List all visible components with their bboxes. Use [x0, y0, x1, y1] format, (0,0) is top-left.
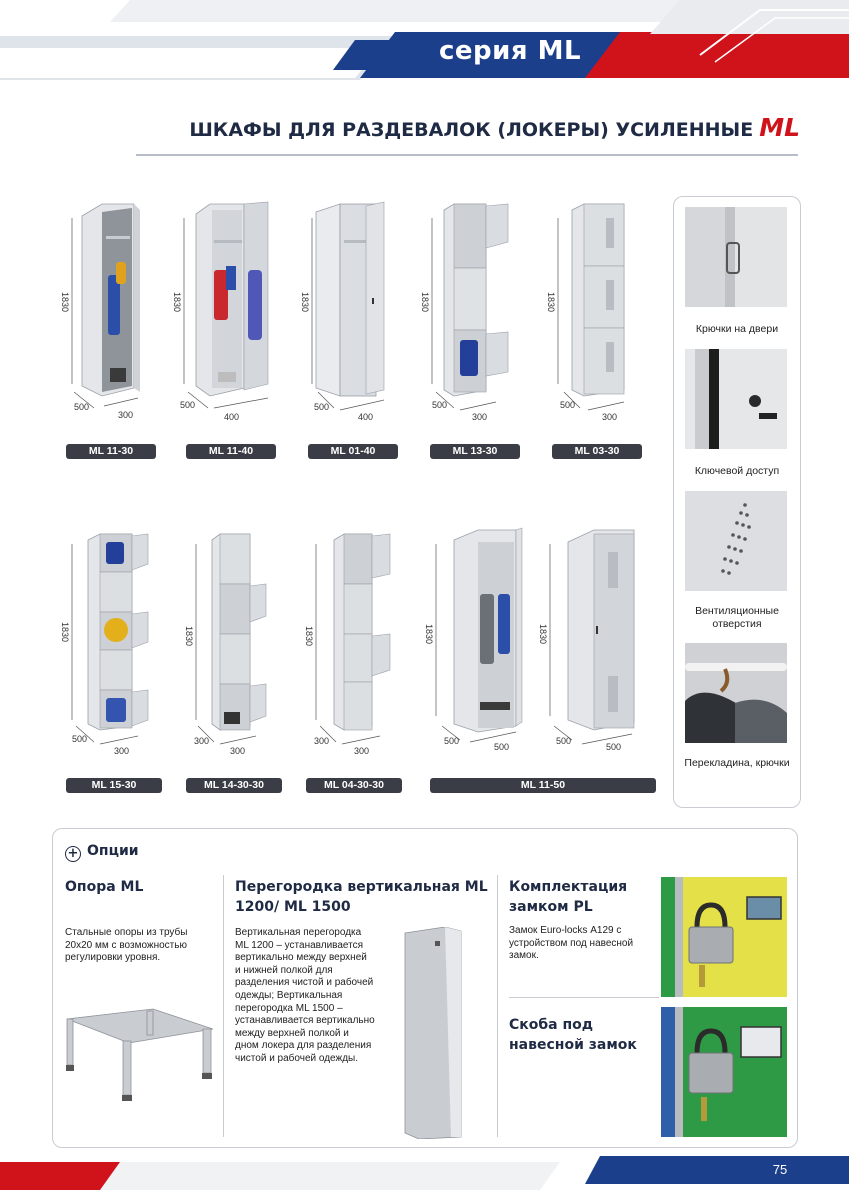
locker-ml-11-30 — [58, 200, 158, 457]
locker-ml-11-40-width: 400 — [224, 412, 240, 422]
rail-hooks-photo — [685, 643, 787, 743]
padlock-yellow-icon — [661, 877, 787, 997]
locker-ml-11-40 — [170, 200, 280, 457]
key-access-icon — [685, 349, 787, 449]
locker-ml-01-40-label: ML 01-40 — [308, 444, 398, 459]
option-support-title: Опора ML — [65, 879, 144, 895]
option-support-text: Стальные опоры из трубы 20х20 мм с возможностью регулировки уровня. — [65, 927, 188, 964]
locker-ml-03-30-width: 300 — [602, 412, 618, 422]
locker-ml-11-50-label: ML 11-50 — [430, 778, 656, 793]
padlock-green-icon — [661, 1007, 787, 1137]
locker-ml-11-50-width: 500 — [494, 742, 510, 752]
option-lock-text: Замок Euro-locks А129 с устройством под навесной замок. — [509, 925, 634, 962]
locker-ml-04-30-30 — [300, 530, 410, 800]
locker-ml-14-30-30 — [180, 530, 290, 800]
locker-ml-11-50-alt-height: 1830 — [538, 624, 548, 645]
locker-ml-15-30-drawing — [58, 530, 168, 800]
locker-ml-15-30-label: ML 15-30 — [66, 778, 162, 793]
locker-ml-14-30-30-height: 1830 — [184, 626, 194, 647]
options-divider-3 — [509, 997, 659, 998]
key-access-photo — [685, 349, 787, 449]
rail-hooks-icon — [685, 643, 787, 743]
locker-ml-11-50-alt-width: 500 — [606, 742, 622, 752]
lock-green-photo — [661, 1007, 787, 1137]
options-divider-1 — [223, 875, 224, 1137]
support-stand-image — [63, 999, 213, 1109]
option-partition-text: Вертикальная перегородка ML 1200 – устанавливается вертикально между верхней и нижней полкой для разделения чистой и рабочей одежды; Вертикальная перегородка ML 1500 – устанавливается вертикально между верхней полкой и дном локера для разделения чистой и рабочей одежды. — [235, 927, 375, 1064]
option-lock-title: Комплектация замком PL — [509, 879, 628, 915]
locker-ml-11-30-label: ML 11-30 — [66, 444, 156, 459]
series-title: серия ML — [438, 36, 582, 66]
page-number: 75 — [772, 1162, 788, 1177]
locker-ml-11-50 — [420, 526, 670, 796]
locker-ml-04-30-30-label: ML 04-30-30 — [306, 778, 402, 793]
locker-ml-04-30-30-drawing — [300, 530, 410, 800]
vent-holes-icon — [685, 491, 787, 591]
page-title — [120, 113, 800, 142]
options-divider-2 — [497, 875, 498, 1137]
page-title-accent: ML — [759, 113, 800, 142]
locker-ml-13-30-width: 300 — [472, 412, 488, 422]
header-banner — [0, 0, 849, 110]
locker-ml-11-50-height: 1830 — [424, 624, 434, 645]
locker-ml-15-30 — [58, 530, 168, 800]
page-title-text: ШКАФЫ ДЛЯ РАЗДЕВАЛОК (ЛОКЕРЫ) УСИЛЕННЫЕ — [189, 119, 754, 141]
option-bracket-title: Скоба под навесной замок — [509, 1017, 637, 1053]
locker-ml-04-30-30-height: 1830 — [304, 626, 314, 647]
options-panel — [52, 828, 798, 1148]
locker-ml-14-30-30-label: ML 14-30-30 — [186, 778, 282, 793]
door-hooks-icon — [685, 207, 787, 307]
locker-ml-11-40-label: ML 11-40 — [186, 444, 276, 459]
partition-panel-image — [401, 927, 465, 1139]
footer-banner — [0, 1150, 849, 1200]
locker-ml-15-30-height: 1830 — [60, 622, 70, 643]
support-stand-icon — [63, 999, 213, 1109]
locker-ml-03-30-depth: 500 — [560, 400, 576, 410]
locker-ml-01-40-width: 400 — [358, 412, 374, 422]
option-partition-title: Перегородка вертикальная ML 1200/ ML 1500 — [235, 879, 488, 915]
locker-ml-15-30-depth: 500 — [72, 734, 88, 744]
feature-caption-hooks: Крючки на двери — [695, 323, 779, 335]
vent-holes-photo — [685, 491, 787, 591]
locker-ml-11-50-depth: 500 — [444, 736, 460, 746]
locker-ml-13-30-label: ML 13-30 — [430, 444, 520, 459]
feature-caption-key: Ключевой доступ — [694, 465, 780, 477]
features-panel — [673, 196, 801, 808]
locker-ml-03-30 — [544, 200, 654, 457]
locker-ml-01-40-height: 1830 — [300, 292, 310, 313]
locker-ml-11-50-alt-depth: 500 — [556, 736, 572, 746]
title-divider — [136, 154, 798, 156]
locker-ml-03-30-height: 1830 — [546, 292, 556, 313]
locker-ml-01-40 — [300, 200, 410, 457]
locker-ml-11-30-drawing — [58, 200, 158, 440]
locker-ml-11-40-height: 1830 — [172, 292, 182, 313]
options-heading — [65, 843, 139, 862]
locker-ml-14-30-30-width: 300 — [230, 746, 246, 756]
feature-caption-rail: Перекладина, крючки — [684, 757, 790, 769]
locker-ml-01-40-depth: 500 — [314, 402, 330, 412]
door-hooks-photo — [685, 207, 787, 307]
locker-ml-11-50-drawing — [420, 526, 670, 796]
locker-ml-13-30-depth: 500 — [432, 400, 448, 410]
footer-graphic — [0, 1150, 849, 1200]
locker-ml-11-40-depth: 500 — [180, 400, 196, 410]
locker-ml-14-30-30-drawing — [180, 530, 290, 800]
locker-ml-11-30-height: 1830 — [60, 292, 70, 313]
locker-ml-14-30-30-depth: 300 — [194, 736, 210, 746]
locker-ml-13-30 — [420, 200, 530, 457]
feature-caption-vents: Вентиляционные отверстия — [695, 605, 779, 630]
locker-ml-15-30-width: 300 — [114, 746, 130, 756]
plus-circle-icon: + — [65, 846, 81, 862]
locker-ml-04-30-30-depth: 300 — [314, 736, 330, 746]
options-heading-text: Опции — [87, 843, 139, 859]
locker-ml-13-30-height: 1830 — [420, 292, 430, 313]
partition-panel-icon — [401, 927, 465, 1139]
lock-yellow-photo — [661, 877, 787, 997]
locker-ml-11-30-depth: 500 — [74, 402, 90, 412]
locker-ml-04-30-30-width: 300 — [354, 746, 370, 756]
locker-ml-03-30-label: ML 03-30 — [552, 444, 642, 459]
locker-ml-11-30-width: 300 — [118, 410, 134, 420]
